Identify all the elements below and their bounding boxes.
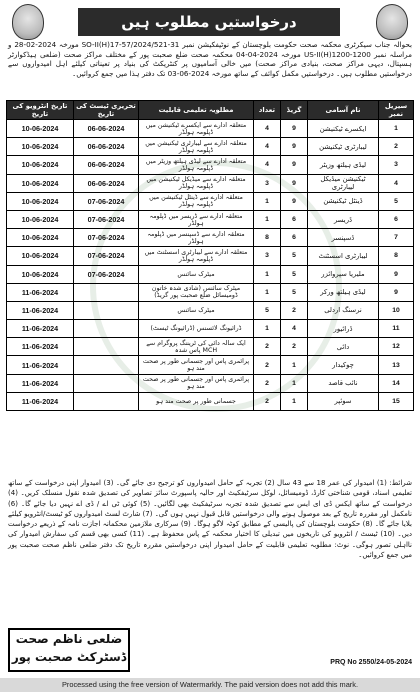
- cell-qualification: میٹرک سائنس: [139, 301, 254, 319]
- cell-post: دائی: [308, 338, 379, 356]
- col-count: تعداد: [254, 101, 281, 120]
- cell-qualification: ڈرائیونگ لائسنس (ڈرائیونگ ٹیسٹ): [139, 320, 254, 338]
- cell-qualification: متعلقہ ادارے سے لیبارٹری ٹیکنیشن میں ڈپلومہ ہولڈر: [139, 138, 254, 156]
- cell-serial: 5: [379, 192, 414, 210]
- cell-interview-date: 10-06-2024: [7, 192, 74, 210]
- cell-post: نائب قاصد: [308, 374, 379, 392]
- cell-grade: 9: [281, 120, 308, 138]
- table-row: [7, 156, 414, 174]
- table-row: [7, 283, 414, 301]
- cell-grade: 2: [281, 338, 308, 356]
- cell-qualification: متعلقہ ادارے سے ڈینٹل ٹیکنیشن میں ڈپلومہ ہولڈر: [139, 192, 254, 210]
- table-row: [7, 138, 414, 156]
- cell-count: 1: [254, 192, 281, 210]
- cell-qualification: متعلقہ ادارے سے لیبارٹری اسسٹنٹ میں ڈپلومہ ہولڈر: [139, 247, 254, 265]
- cell-post: ڈرائیور: [308, 320, 379, 338]
- signature-title: ضلعی ناظم صحت: [15, 632, 123, 646]
- cell-serial: 11: [379, 320, 414, 338]
- cell-test-date: 06-06-2024: [74, 156, 139, 174]
- cell-serial: 10: [379, 301, 414, 319]
- cell-test-date: [74, 338, 139, 356]
- table-header-row: [7, 101, 414, 120]
- cell-test-date: 06-06-2024: [74, 174, 139, 192]
- cell-interview-date: 11-06-2024: [7, 356, 74, 374]
- cell-grade: 6: [281, 229, 308, 247]
- table-row: [7, 120, 414, 138]
- col-serial: سیریل نمبر: [379, 101, 414, 120]
- table-row: [7, 265, 414, 283]
- cell-interview-date: 10-06-2024: [7, 174, 74, 192]
- signature-district: ڈسٹرکٹ صحبت پور: [11, 650, 127, 664]
- cell-count: 1: [254, 210, 281, 228]
- cell-test-date: 07-06-2024: [74, 192, 139, 210]
- cell-serial: 13: [379, 356, 414, 374]
- cell-test-date: 07-06-2024: [74, 210, 139, 228]
- cell-grade: 9: [281, 138, 308, 156]
- ad-title: درخواستیں مطلوب ہیں: [78, 8, 340, 36]
- cell-post: ڈریسر: [308, 210, 379, 228]
- cell-grade: 9: [281, 174, 308, 192]
- cell-qualification: میٹرک سائنس (شادی شدہ خاتون ڈومیسائل ضلع صحبت پور گریڈ): [139, 283, 254, 301]
- table-row: [7, 229, 414, 247]
- cell-count: 1: [254, 283, 281, 301]
- cell-count: 1: [254, 320, 281, 338]
- cell-qualification: متعلقہ ادارے سے میڈیکل ٹیکنیشن میں ڈپلومہ ہولڈر: [139, 174, 254, 192]
- cell-interview-date: 10-06-2024: [7, 120, 74, 138]
- cell-grade: 4: [281, 320, 308, 338]
- col-interview-date: تاریخ انٹرویو کی تاریخ: [7, 101, 74, 120]
- cell-interview-date: 10-06-2024: [7, 138, 74, 156]
- cell-serial: 6: [379, 210, 414, 228]
- cell-qualification: جسمانی طور پر صحت مند ہو: [139, 392, 254, 410]
- cell-qualification: ایک سالہ دائی کی ٹریننگ پروگرام سے MCH پاس شدہ: [139, 338, 254, 356]
- table-row: [7, 356, 414, 374]
- cell-count: 2: [254, 356, 281, 374]
- cell-test-date: 07-06-2024: [74, 265, 139, 283]
- conditions-paragraph: شرائط: (1) امیدوار کی عمر 18 سے 43 سال (2) تجربہ کے حامل امیدواروں کو ترجیح دی جائے گی۔ (3) امیدوار اپنی درخواست کے ساتھ تعلیمی اسناد، قومی شناختی کارڈ، ڈومیسائل، لوکل سرٹیفکیٹ اور حالیہ پاسپورٹ سائز تصاویر کی تصدیق شدہ نقول منسلک کریں۔ (4) درخواست کے ساتھ ایکس ڈی ای ایس سے تصدیق شدہ تجربہ سرٹیفکیٹ بھی لگائیں۔ (5) کوئی ٹی اے / ڈی اے نہیں دیا جائے گا۔ (6) نامکمل اور مقررہ تاریخ کے بعد موصول ہونے والی درخواستیں قابل قبول نہیں ہوں گی۔ (7) شارٹ لسٹ امیدواروں کو ٹیسٹ/انٹرویو کیلئے بلایا جائے گا۔ (8) حکومت بلوچستان کی پالیسی کے مطابق کوٹہ لاگو ہوگا۔ (9) سرکاری ملازمین محکمانہ اجازت نامہ کے ذریعے درخواست دیں۔ (10) ٹیسٹ / انٹرویو کی تاریخوں میں تبدیلی کا اختیار محکمہ کے پاس محفوظ ہے۔ (11) کسی بھی قسم کی سفارش امیدوار کی نااہلی تصور ہوگی۔ نوٹ: مطلوبہ تعلیمی قابلیت کے حامل امیدوار اپنی درخواستیں مقررہ تاریخ تک دفتر ضلعی ناظم صحت صحبت پور میں جمع کروائیں۔: [7, 479, 413, 560]
- cell-qualification: متعلقہ ادارے سے ڈریسر میں ڈپلومہ ہولڈر: [139, 210, 254, 228]
- cell-count: 2: [254, 392, 281, 410]
- cell-serial: 15: [379, 392, 414, 410]
- cell-interview-date: 11-06-2024: [7, 338, 74, 356]
- cell-qualification: پرائمری پاس اور جسمانی طور پر صحت مند ہو: [139, 374, 254, 392]
- cell-serial: 2: [379, 138, 414, 156]
- cell-count: 8: [254, 229, 281, 247]
- cell-count: 2: [254, 338, 281, 356]
- cell-count: 3: [254, 174, 281, 192]
- government-logo-left: [12, 4, 44, 40]
- cell-serial: 9: [379, 265, 414, 283]
- cell-post: ایکسرے ٹیکنیشن: [308, 120, 379, 138]
- table-row: [7, 301, 414, 319]
- table-row: [7, 210, 414, 228]
- cell-interview-date: 11-06-2024: [7, 374, 74, 392]
- cell-qualification: متعلقہ ادارے سے ایکسرے ٹیکنیشن میں ڈپلومہ ہولڈر: [139, 120, 254, 138]
- cell-post: نرسنگ اردلی: [308, 301, 379, 319]
- watermark-footer: Processed using the free version of Watermarkly. The paid version does not add this mark.: [0, 678, 420, 692]
- cell-serial: 3: [379, 156, 414, 174]
- cell-grade: 9: [281, 192, 308, 210]
- cell-post: سوئپر: [308, 392, 379, 410]
- cell-count: 4: [254, 138, 281, 156]
- cell-count: 3: [254, 247, 281, 265]
- cell-serial: 4: [379, 174, 414, 192]
- cell-test-date: 07-06-2024: [74, 247, 139, 265]
- cell-interview-date: 10-06-2024: [7, 247, 74, 265]
- cell-test-date: [74, 374, 139, 392]
- cell-post: ٹیکنیشن میڈیکل لیبارٹری: [308, 174, 379, 192]
- cell-interview-date: 11-06-2024: [7, 392, 74, 410]
- cell-grade: 1: [281, 356, 308, 374]
- table-row: [7, 320, 414, 338]
- cell-grade: 5: [281, 283, 308, 301]
- cell-test-date: 06-06-2024: [74, 138, 139, 156]
- cell-qualification: میٹرک سائنس: [139, 265, 254, 283]
- table-row: [7, 392, 414, 410]
- cell-serial: 12: [379, 338, 414, 356]
- cell-serial: 7: [379, 229, 414, 247]
- col-post: نام آسامی: [308, 101, 379, 120]
- cell-count: 4: [254, 156, 281, 174]
- cell-qualification: متعلقہ ادارے سے لیڈی ہیلتھ وزیٹر میں ڈپلومہ ہولڈر: [139, 156, 254, 174]
- cell-post: چوکیدار: [308, 356, 379, 374]
- cell-grade: 1: [281, 392, 308, 410]
- cell-grade: 9: [281, 156, 308, 174]
- cell-interview-date: 10-06-2024: [7, 156, 74, 174]
- table-row: [7, 192, 414, 210]
- cell-interview-date: 10-06-2024: [7, 229, 74, 247]
- table-row: [7, 374, 414, 392]
- col-grade: گریڈ: [281, 101, 308, 120]
- cell-test-date: [74, 356, 139, 374]
- cell-post: ڈسپنسر: [308, 229, 379, 247]
- cell-qualification: پرائمری پاس اور جسمانی طور پر صحت مند ہو: [139, 356, 254, 374]
- cell-count: 5: [254, 301, 281, 319]
- cell-serial: 1: [379, 120, 414, 138]
- prq-number: PRQ No 2550/24-05-2024: [330, 659, 412, 666]
- cell-post: لیبارٹری اسسٹنٹ: [308, 247, 379, 265]
- cell-interview-date: 10-06-2024: [7, 210, 74, 228]
- cell-grade: 5: [281, 265, 308, 283]
- col-qualification: مطلوبہ تعلیمی قابلیت: [139, 101, 254, 120]
- cell-serial: 14: [379, 374, 414, 392]
- cell-count: 4: [254, 120, 281, 138]
- cell-grade: 2: [281, 301, 308, 319]
- vacancies-table: [6, 100, 414, 411]
- cell-qualification: متعلقہ ادارے سے ڈسپنسر میں ڈپلومہ ہولڈر: [139, 229, 254, 247]
- cell-interview-date: 10-06-2024: [7, 265, 74, 283]
- cell-post: لیڈی ہیلتھ ورکر: [308, 283, 379, 301]
- cell-post: ڈینٹل ٹیکنیشن: [308, 192, 379, 210]
- cell-test-date: [74, 392, 139, 410]
- cell-grade: 6: [281, 210, 308, 228]
- cell-post: ملیریا سپروائزر: [308, 265, 379, 283]
- table-row: [7, 338, 414, 356]
- cell-test-date: 06-06-2024: [74, 120, 139, 138]
- cell-count: 1: [254, 265, 281, 283]
- government-logo-right: [376, 4, 408, 40]
- cell-interview-date: 11-06-2024: [7, 301, 74, 319]
- signature-block: [8, 628, 130, 672]
- cell-grade: 1: [281, 374, 308, 392]
- cell-post: لیڈی ہیلتھ وزیٹر: [308, 156, 379, 174]
- cell-test-date: [74, 301, 139, 319]
- intro-paragraph: بحوالہ جناب سیکرٹری محکمہ صحت حکومت بلوچستان کے نوٹیفکیشن نمبر SO-II(H)17-57/2024/521-31 مورخہ 2024-02-28 و مراسلہ نمبر US-II(H)1200-1200 مورخہ 2024-04-04 محکمہ صحت ضلع صحبت پور کے مختلف مراکز صحت (ضلعی ہیڈکوارٹر ہسپتال، دیہی مراکز صحت، بنیادی مراکز صحت) میں خالی آسامیوں پر کنٹریکٹ کی بنیاد پر تعیناتی کیلئے اہل امیدواروں سے درخواستیں مطلوب ہیں۔ درخواستیں مکمل کوائف کے ساتھ مورخہ 2024-06-03 تک دفتر ہذا میں جمع کروائیں۔: [8, 40, 412, 78]
- cell-test-date: [74, 283, 139, 301]
- cell-interview-date: 11-06-2024: [7, 320, 74, 338]
- cell-serial: 9: [379, 283, 414, 301]
- cell-count: 2: [254, 374, 281, 392]
- col-test-date: تحریری ٹیسٹ کی تاریخ: [74, 101, 139, 120]
- cell-interview-date: 11-06-2024: [7, 283, 74, 301]
- cell-test-date: [74, 320, 139, 338]
- cell-test-date: 07-06-2024: [74, 229, 139, 247]
- cell-serial: 8: [379, 247, 414, 265]
- cell-post: لیبارٹری ٹیکنیشن: [308, 138, 379, 156]
- cell-grade: 5: [281, 247, 308, 265]
- table-row: [7, 174, 414, 192]
- table-row: [7, 247, 414, 265]
